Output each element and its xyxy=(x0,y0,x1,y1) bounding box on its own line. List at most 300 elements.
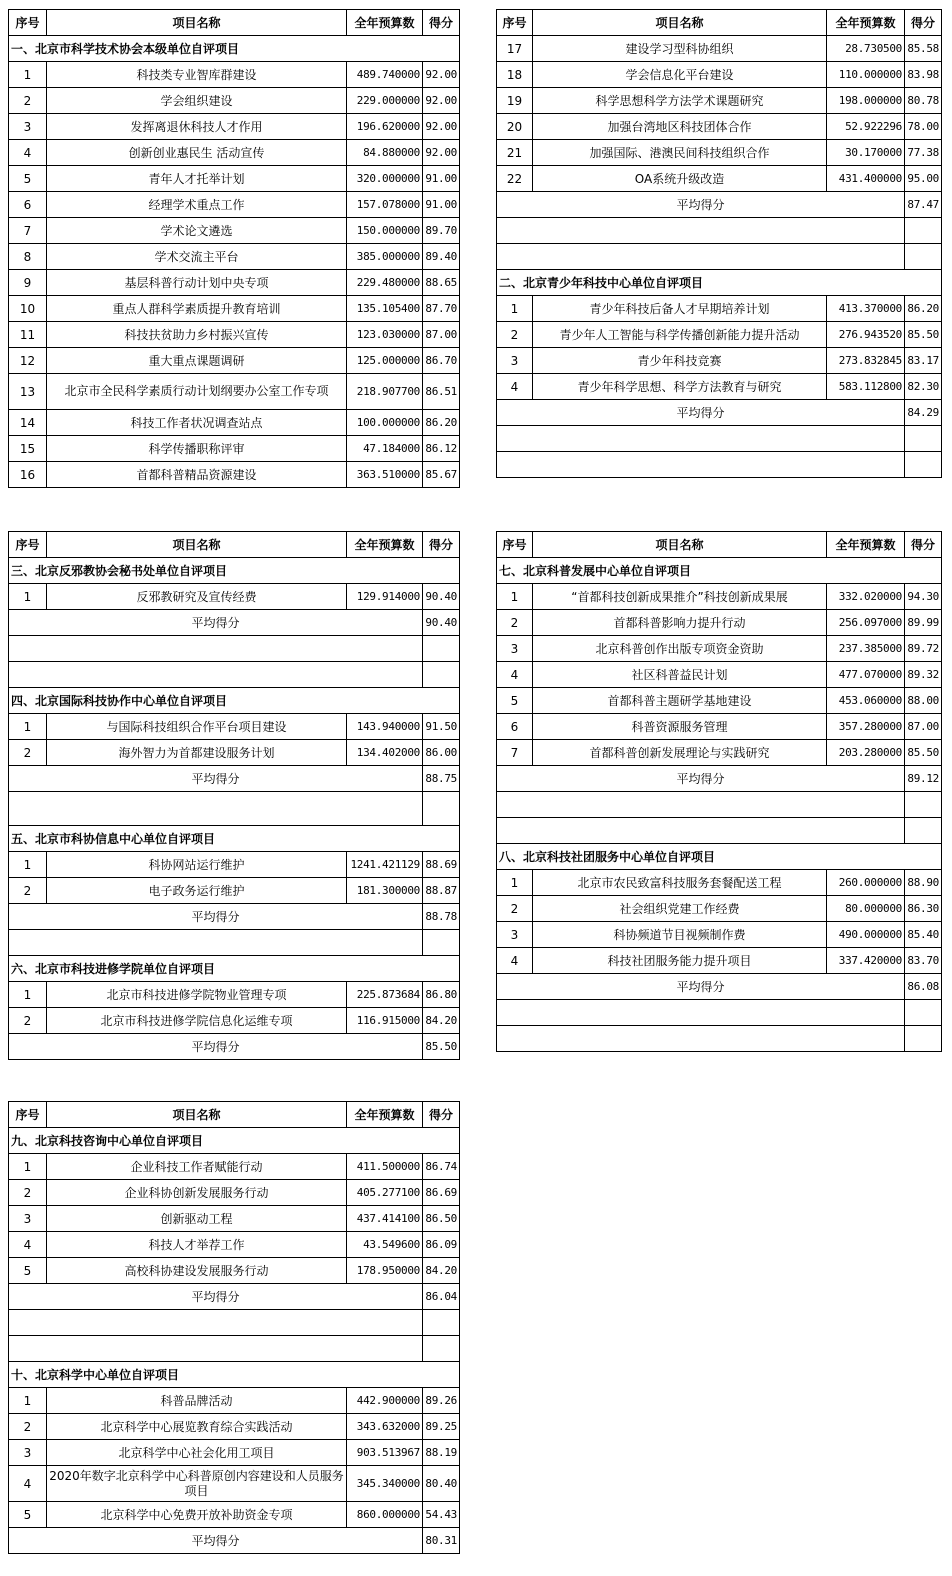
section-title: 九、北京科技咨询中心单位自评项目 xyxy=(9,1128,460,1154)
row-seq: 2 xyxy=(9,1008,47,1034)
section-title: 一、北京市科学技术协会本级单位自评项目 xyxy=(9,36,460,62)
blank-cell xyxy=(9,930,423,956)
row-seq: 18 xyxy=(497,62,533,88)
row-seq: 22 xyxy=(497,166,533,192)
row-score: 91.50 xyxy=(423,714,460,740)
row-project-name: 海外智力为首都建设服务计划 xyxy=(47,740,347,766)
table-header-row xyxy=(9,1102,460,1128)
row-seq: 3 xyxy=(497,922,533,948)
row-budget: 489.740000 xyxy=(347,62,423,88)
average-score: 86.08 xyxy=(905,974,942,1000)
row-score: 89.25 xyxy=(423,1414,460,1440)
row-score: 86.20 xyxy=(905,296,942,322)
header-budget: 全年预算数 xyxy=(347,532,423,558)
row-score: 88.00 xyxy=(905,688,942,714)
blank-cell xyxy=(423,1336,460,1362)
row-seq: 2 xyxy=(9,878,47,904)
row-budget: 903.513967 xyxy=(347,1440,423,1466)
table-row xyxy=(9,192,460,218)
row-score: 87.00 xyxy=(905,714,942,740)
row-score: 88.69 xyxy=(423,852,460,878)
row-seq: 10 xyxy=(9,296,47,322)
row-seq: 3 xyxy=(497,348,533,374)
row-score: 87.00 xyxy=(423,322,460,348)
header-budget: 全年预算数 xyxy=(347,10,423,36)
row-score: 87.70 xyxy=(423,296,460,322)
row-seq: 2 xyxy=(9,88,47,114)
average-score: 86.04 xyxy=(423,1284,460,1310)
blank-cell xyxy=(423,1310,460,1336)
blank-cell xyxy=(497,1026,905,1052)
row-seq: 9 xyxy=(9,270,47,296)
row-budget: 129.914000 xyxy=(347,584,423,610)
row-budget: 30.170000 xyxy=(827,140,905,166)
row-project-name: 社区科普益民计划 xyxy=(533,662,827,688)
row-budget: 405.277100 xyxy=(347,1180,423,1206)
row-score: 89.99 xyxy=(905,610,942,636)
header-seq: 序号 xyxy=(9,10,47,36)
row-budget: 116.915000 xyxy=(347,1008,423,1034)
header-name: 项目名称 xyxy=(533,532,827,558)
table-row xyxy=(9,374,460,410)
average-row xyxy=(9,1528,460,1554)
table-row xyxy=(497,62,942,88)
row-score: 86.30 xyxy=(905,896,942,922)
row-project-name: 学术论文遴选 xyxy=(47,218,347,244)
table-row xyxy=(9,410,460,436)
table-row xyxy=(9,270,460,296)
row-budget: 150.000000 xyxy=(347,218,423,244)
table-row xyxy=(497,896,942,922)
table-row xyxy=(9,1232,460,1258)
budget-table-4 xyxy=(496,531,942,1052)
row-project-name: 科技类专业智库群建设 xyxy=(47,62,347,88)
table-row xyxy=(497,140,942,166)
row-project-name: 学术交流主平台 xyxy=(47,244,347,270)
row-budget: 134.402000 xyxy=(347,740,423,766)
section-title-row xyxy=(497,558,942,584)
header-name: 项目名称 xyxy=(47,532,347,558)
row-budget: 157.078000 xyxy=(347,192,423,218)
average-row xyxy=(497,400,942,426)
table-row xyxy=(9,218,460,244)
row-budget: 276.943520 xyxy=(827,322,905,348)
row-budget: 583.112800 xyxy=(827,374,905,400)
blank-row xyxy=(497,244,942,270)
blank-row xyxy=(497,818,942,844)
table-row xyxy=(9,1388,460,1414)
row-budget: 337.420000 xyxy=(827,948,905,974)
row-budget: 442.900000 xyxy=(347,1388,423,1414)
row-project-name: 学会组织建设 xyxy=(47,88,347,114)
row-seq: 20 xyxy=(497,114,533,140)
row-score: 84.20 xyxy=(423,1258,460,1284)
average-row xyxy=(497,766,942,792)
blank-row xyxy=(497,218,942,244)
row-project-name: 首都科普影响力提升行动 xyxy=(533,610,827,636)
row-budget: 237.385000 xyxy=(827,636,905,662)
blank-cell xyxy=(905,452,942,478)
table-row xyxy=(9,166,460,192)
section-title: 二、北京青少年科技中心单位自评项目 xyxy=(497,270,942,296)
table-row xyxy=(497,740,942,766)
budget-table-1 xyxy=(8,9,460,488)
row-budget: 413.370000 xyxy=(827,296,905,322)
blank-row xyxy=(9,792,460,826)
header-seq: 序号 xyxy=(9,532,47,558)
table-header-row xyxy=(497,532,942,558)
average-label: 平均得分 xyxy=(9,610,423,636)
row-budget: 320.000000 xyxy=(347,166,423,192)
row-budget: 1241.421129 xyxy=(347,852,423,878)
row-seq: 2 xyxy=(497,896,533,922)
row-budget: 218.907700 xyxy=(347,374,423,410)
table-row xyxy=(497,348,942,374)
row-budget: 28.730500 xyxy=(827,36,905,62)
row-budget: 125.000000 xyxy=(347,348,423,374)
row-seq: 3 xyxy=(9,1440,47,1466)
row-budget: 196.620000 xyxy=(347,114,423,140)
table-row xyxy=(9,1258,460,1284)
row-budget: 260.000000 xyxy=(827,870,905,896)
blank-cell xyxy=(423,636,460,662)
row-budget: 80.000000 xyxy=(827,896,905,922)
table-row xyxy=(497,688,942,714)
average-row xyxy=(497,974,942,1000)
row-project-name: 科协频道节目视频制作费 xyxy=(533,922,827,948)
row-seq: 3 xyxy=(9,114,47,140)
row-budget: 256.097000 xyxy=(827,610,905,636)
row-project-name: 青少年科学思想、科学方法教育与研究 xyxy=(533,374,827,400)
row-project-name: 科学传播职称评审 xyxy=(47,436,347,462)
row-seq: 19 xyxy=(497,88,533,114)
average-score: 89.12 xyxy=(905,766,942,792)
row-project-name: 青少年人工智能与科学传播创新能力提升活动 xyxy=(533,322,827,348)
row-score: 92.00 xyxy=(423,140,460,166)
row-score: 83.70 xyxy=(905,948,942,974)
section-title-row xyxy=(9,1128,460,1154)
row-project-name: 创新创业惠民生 活动宣传 xyxy=(47,140,347,166)
row-seq: 2 xyxy=(497,610,533,636)
section-title: 八、北京科技社团服务中心单位自评项目 xyxy=(497,844,942,870)
row-seq: 12 xyxy=(9,348,47,374)
row-project-name: 科普资源服务管理 xyxy=(533,714,827,740)
row-score: 85.40 xyxy=(905,922,942,948)
row-score: 88.90 xyxy=(905,870,942,896)
row-score: 91.00 xyxy=(423,166,460,192)
table-row xyxy=(497,922,942,948)
row-project-name: 企业科协创新发展服务行动 xyxy=(47,1180,347,1206)
row-seq: 4 xyxy=(497,374,533,400)
row-project-name: 加强国际、港澳民间科技组织合作 xyxy=(533,140,827,166)
row-seq: 13 xyxy=(9,374,47,410)
row-seq: 2 xyxy=(9,1180,47,1206)
header-name: 项目名称 xyxy=(47,10,347,36)
row-seq: 3 xyxy=(497,636,533,662)
header-seq: 序号 xyxy=(497,10,533,36)
blank-cell xyxy=(9,792,423,826)
table-row xyxy=(9,714,460,740)
table-header-row xyxy=(9,10,460,36)
blank-row xyxy=(497,426,942,452)
row-project-name: 科协网站运行维护 xyxy=(47,852,347,878)
row-score: 86.80 xyxy=(423,982,460,1008)
row-score: 82.30 xyxy=(905,374,942,400)
header-name: 项目名称 xyxy=(47,1102,347,1128)
row-seq: 1 xyxy=(9,714,47,740)
row-project-name: 重大重点课题调研 xyxy=(47,348,347,374)
row-seq: 14 xyxy=(9,410,47,436)
row-score: 85.50 xyxy=(905,322,942,348)
row-score: 77.38 xyxy=(905,140,942,166)
average-label: 平均得分 xyxy=(497,974,905,1000)
average-row xyxy=(9,1034,460,1060)
table-row xyxy=(9,114,460,140)
row-budget: 477.070000 xyxy=(827,662,905,688)
table-row xyxy=(497,374,942,400)
row-project-name: 青年人才托举计划 xyxy=(47,166,347,192)
row-score: 85.50 xyxy=(905,740,942,766)
row-seq: 1 xyxy=(9,1388,47,1414)
row-budget: 453.060000 xyxy=(827,688,905,714)
table-row xyxy=(497,714,942,740)
row-seq: 1 xyxy=(497,584,533,610)
row-seq: 7 xyxy=(497,740,533,766)
row-project-name: 首都科普创新发展理论与实践研究 xyxy=(533,740,827,766)
table-row xyxy=(9,62,460,88)
blank-row xyxy=(497,1000,942,1026)
table-row xyxy=(9,1414,460,1440)
row-project-name: 科普品牌活动 xyxy=(47,1388,347,1414)
row-seq: 5 xyxy=(9,166,47,192)
average-row xyxy=(9,904,460,930)
average-score: 85.50 xyxy=(423,1034,460,1060)
row-seq: 1 xyxy=(9,62,47,88)
table-row xyxy=(9,1206,460,1232)
section-title: 七、北京科普发展中心单位自评项目 xyxy=(497,558,942,584)
row-project-name: 北京市科技进修学院物业管理专项 xyxy=(47,982,347,1008)
blank-cell xyxy=(423,930,460,956)
blank-row xyxy=(9,930,460,956)
row-score: 86.70 xyxy=(423,348,460,374)
row-project-name: 北京科学中心展览教育综合实践活动 xyxy=(47,1414,347,1440)
row-score: 86.20 xyxy=(423,410,460,436)
section-title: 十、北京科学中心单位自评项目 xyxy=(9,1362,460,1388)
average-label: 平均得分 xyxy=(497,192,905,218)
row-project-name: 科技工作者状况调查站点 xyxy=(47,410,347,436)
row-seq: 4 xyxy=(9,1466,47,1502)
row-score: 89.26 xyxy=(423,1388,460,1414)
row-budget: 203.280000 xyxy=(827,740,905,766)
row-score: 85.67 xyxy=(423,462,460,488)
table-header-row xyxy=(497,10,942,36)
row-score: 86.51 xyxy=(423,374,460,410)
average-label: 平均得分 xyxy=(9,1034,423,1060)
table-row xyxy=(9,982,460,1008)
row-project-name: 科技扶贫助力乡村振兴宣传 xyxy=(47,322,347,348)
row-project-name: 北京市农民致富科技服务套餐配送工程 xyxy=(533,870,827,896)
table-row xyxy=(9,1502,460,1528)
row-score: 86.12 xyxy=(423,436,460,462)
row-seq: 6 xyxy=(497,714,533,740)
row-budget: 345.340000 xyxy=(347,1466,423,1502)
section-title-row xyxy=(9,36,460,62)
average-label: 平均得分 xyxy=(497,400,905,426)
blank-row xyxy=(9,636,460,662)
section-title-row xyxy=(9,558,460,584)
table-row xyxy=(9,852,460,878)
average-row xyxy=(9,610,460,636)
blank-cell xyxy=(905,792,942,818)
section-title-row xyxy=(9,826,460,852)
blank-cell xyxy=(9,1310,423,1336)
header-score: 得分 xyxy=(905,532,942,558)
row-score: 89.40 xyxy=(423,244,460,270)
table-row xyxy=(9,244,460,270)
table-row xyxy=(497,584,942,610)
table-row xyxy=(9,740,460,766)
row-project-name: 经理学术重点工作 xyxy=(47,192,347,218)
table-row xyxy=(9,878,460,904)
row-project-name: 反邪教研究及宣传经费 xyxy=(47,584,347,610)
row-seq: 21 xyxy=(497,140,533,166)
table-row xyxy=(497,662,942,688)
row-project-name: 首都科普精品资源建设 xyxy=(47,462,347,488)
row-seq: 5 xyxy=(9,1502,47,1528)
average-label: 平均得分 xyxy=(497,766,905,792)
budget-table-5 xyxy=(8,1101,460,1554)
row-score: 84.20 xyxy=(423,1008,460,1034)
row-score: 88.19 xyxy=(423,1440,460,1466)
table-row xyxy=(9,348,460,374)
row-seq: 1 xyxy=(497,870,533,896)
blank-cell xyxy=(905,1000,942,1026)
row-project-name: 社会组织党建工作经费 xyxy=(533,896,827,922)
row-score: 86.00 xyxy=(423,740,460,766)
row-budget: 100.000000 xyxy=(347,410,423,436)
row-budget: 385.000000 xyxy=(347,244,423,270)
average-score: 80.31 xyxy=(423,1528,460,1554)
row-score: 95.00 xyxy=(905,166,942,192)
section-title: 四、北京国际科技协作中心单位自评项目 xyxy=(9,688,460,714)
table-row xyxy=(497,114,942,140)
average-label: 平均得分 xyxy=(9,904,423,930)
row-budget: 47.184000 xyxy=(347,436,423,462)
row-score: 89.72 xyxy=(905,636,942,662)
row-seq: 1 xyxy=(9,1154,47,1180)
row-budget: 198.000000 xyxy=(827,88,905,114)
row-seq: 1 xyxy=(9,982,47,1008)
blank-row xyxy=(9,1336,460,1362)
row-score: 89.70 xyxy=(423,218,460,244)
row-seq: 15 xyxy=(9,436,47,462)
header-score: 得分 xyxy=(423,1102,460,1128)
row-project-name: 加强台湾地区科技团体合作 xyxy=(533,114,827,140)
row-seq: 5 xyxy=(9,1258,47,1284)
table-row xyxy=(497,948,942,974)
blank-cell xyxy=(497,244,905,270)
row-budget: 43.549600 xyxy=(347,1232,423,1258)
row-score: 89.32 xyxy=(905,662,942,688)
header-score: 得分 xyxy=(423,10,460,36)
header-name: 项目名称 xyxy=(533,10,827,36)
blank-row xyxy=(497,792,942,818)
row-budget: 431.400000 xyxy=(827,166,905,192)
average-label: 平均得分 xyxy=(9,1528,423,1554)
row-score: 83.98 xyxy=(905,62,942,88)
row-seq: 1 xyxy=(9,584,47,610)
row-project-name: 科技社团服务能力提升项目 xyxy=(533,948,827,974)
header-seq: 序号 xyxy=(497,532,533,558)
row-seq: 1 xyxy=(9,852,47,878)
header-budget: 全年预算数 xyxy=(827,10,905,36)
average-row xyxy=(9,766,460,792)
section-title-row xyxy=(497,270,942,296)
table-row xyxy=(497,610,942,636)
row-budget: 229.000000 xyxy=(347,88,423,114)
table-row xyxy=(497,636,942,662)
row-budget: 229.480000 xyxy=(347,270,423,296)
row-score: 92.00 xyxy=(423,88,460,114)
table-row xyxy=(9,462,460,488)
row-score: 92.00 xyxy=(423,114,460,140)
row-budget: 860.000000 xyxy=(347,1502,423,1528)
row-project-name: 企业科技工作者赋能行动 xyxy=(47,1154,347,1180)
row-budget: 178.950000 xyxy=(347,1258,423,1284)
average-score: 88.78 xyxy=(423,904,460,930)
row-seq: 6 xyxy=(9,192,47,218)
row-score: 80.78 xyxy=(905,88,942,114)
blank-cell xyxy=(905,818,942,844)
table-row xyxy=(9,322,460,348)
row-seq: 2 xyxy=(497,322,533,348)
row-project-name: 电子政务运行维护 xyxy=(47,878,347,904)
row-budget: 123.030000 xyxy=(347,322,423,348)
row-budget: 490.000000 xyxy=(827,922,905,948)
row-budget: 343.632000 xyxy=(347,1414,423,1440)
row-project-name: 北京市全民科学素质行动计划纲要办公室工作专项 xyxy=(47,374,347,410)
row-score: 91.00 xyxy=(423,192,460,218)
table-row xyxy=(9,1466,460,1502)
row-budget: 357.280000 xyxy=(827,714,905,740)
row-budget: 437.414100 xyxy=(347,1206,423,1232)
blank-cell xyxy=(905,218,942,244)
row-score: 83.17 xyxy=(905,348,942,374)
table-row xyxy=(9,88,460,114)
row-project-name: 学会信息化平台建设 xyxy=(533,62,827,88)
blank-cell xyxy=(497,452,905,478)
row-project-name: 北京市科技进修学院信息化运维专项 xyxy=(47,1008,347,1034)
row-seq: 11 xyxy=(9,322,47,348)
row-seq: 4 xyxy=(497,948,533,974)
row-seq: 1 xyxy=(497,296,533,322)
blank-cell xyxy=(9,662,423,688)
table-row xyxy=(497,296,942,322)
row-project-name: 创新驱动工程 xyxy=(47,1206,347,1232)
row-score: 90.40 xyxy=(423,584,460,610)
row-seq: 4 xyxy=(497,662,533,688)
table-row xyxy=(497,88,942,114)
row-score: 86.09 xyxy=(423,1232,460,1258)
blank-cell xyxy=(905,244,942,270)
section-title: 三、北京反邪教协会秘书处单位自评项目 xyxy=(9,558,460,584)
row-project-name: 青少年科技后备人才早期培养计划 xyxy=(533,296,827,322)
header-seq: 序号 xyxy=(9,1102,47,1128)
row-project-name: 2020年数字北京科学中心科普原创内容建设和人员服务项目 xyxy=(47,1466,347,1502)
blank-row xyxy=(497,1026,942,1052)
table-header-row xyxy=(9,532,460,558)
row-score: 85.58 xyxy=(905,36,942,62)
